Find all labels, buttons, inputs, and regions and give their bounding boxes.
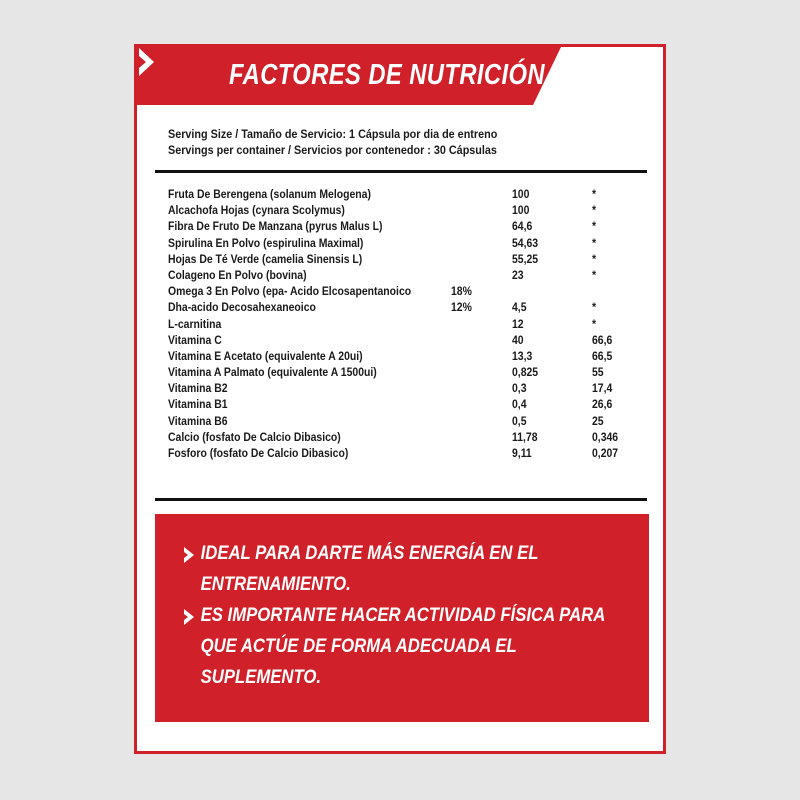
nutrient-name: Vitamina E Acetato (equivalente A 20ui)	[168, 349, 363, 363]
nutrient-row	[168, 365, 638, 381]
note-item	[183, 600, 683, 693]
note-item	[183, 538, 683, 600]
serving-size: Serving Size / Tamaño de Servicio: 1 Cápsula por dia de entreno	[168, 127, 498, 141]
nutrient-daily-value: 66,5	[592, 349, 613, 363]
serving-info	[168, 126, 534, 158]
nutrient-amount: 4,5	[512, 301, 527, 315]
label-title: FACTORES DE NUTRICIÓN	[229, 59, 546, 91]
nutrient-amount: 23	[512, 268, 524, 282]
nutrient-percent: 18%	[451, 285, 472, 299]
nutrient-daily-value: *	[592, 220, 597, 234]
nutrient-percent: 12%	[451, 301, 472, 315]
nutrient-name: Fruta De Berengena (solanum Melogena)	[168, 188, 371, 201]
nutrient-name: Calcio (fosfato De Calcio Dibasico)	[168, 430, 341, 444]
nutrient-amount: 0,4	[512, 398, 527, 412]
nutrient-daily-value: *	[592, 236, 597, 250]
nutrient-row	[168, 430, 638, 446]
nutrient-name: Fibra De Fruto De Manzana (pyrus Malus L)	[168, 220, 383, 234]
nutrient-row	[168, 333, 638, 349]
nutrient-daily-value: *	[592, 301, 597, 315]
nutrient-daily-value: 0,207	[592, 447, 619, 460]
divider-top	[155, 170, 647, 173]
nutrient-row	[168, 268, 638, 284]
nutrient-amount: 11,78	[512, 430, 538, 444]
nutrient-daily-value: 0,346	[592, 430, 619, 444]
nutrient-name: Fosforo (fosfato De Calcio Dibasico)	[168, 447, 349, 460]
nutrient-daily-value: *	[592, 188, 597, 201]
nutrient-row	[168, 284, 638, 300]
nutrient-name: Dha-acido Decosahexaneoico	[168, 301, 316, 315]
nutrient-row	[168, 203, 638, 219]
nutrient-daily-value: 66,6	[592, 333, 613, 347]
nutrient-row	[168, 252, 638, 268]
nutrient-daily-value: 55	[592, 366, 604, 380]
nutrient-amount: 12	[512, 317, 524, 331]
nutrient-row	[168, 219, 638, 235]
nutrient-row	[168, 317, 638, 333]
play-arrow-icon	[137, 47, 155, 77]
nutrient-amount: 0,3	[512, 382, 527, 396]
nutrient-row	[168, 414, 638, 430]
nutrient-table	[168, 187, 638, 462]
nutrient-amount: 64,6	[512, 220, 533, 234]
note-text: IDEAL PARA DARTE MÁS ENERGÍA EN EL ENTRENAMIENTO.	[200, 543, 539, 595]
nutrient-name: Alcachofa Hojas (cynara Scolymus)	[168, 204, 345, 218]
nutrient-daily-value: *	[592, 252, 597, 266]
nutrition-label	[134, 44, 666, 754]
nutrient-amount: 40	[512, 333, 524, 347]
nutrient-name: Vitamina B2	[168, 382, 228, 396]
nutrient-row	[168, 397, 638, 413]
note-text: ES IMPORTANTE HACER ACTIVIDAD FÍSICA PARA QUE ACTÚE DE FORMA ADECUADA EL SUPLEMENTO.	[200, 605, 605, 688]
nutrient-daily-value: *	[592, 317, 597, 331]
nutrient-row	[168, 381, 638, 397]
nutrient-name: Omega 3 En Polvo (epa- Acido Elcosapentanoico	[168, 285, 412, 299]
nutrient-name: Colageno En Polvo (bovina)	[168, 268, 307, 282]
nutrient-name: Vitamina C	[168, 333, 222, 347]
nutrient-name: Spirulina En Polvo (espirulina Maximal)	[168, 236, 364, 250]
nutrient-name: Vitamina B6	[168, 414, 228, 428]
nutrient-row	[168, 236, 638, 252]
nutrient-amount: 55,25	[512, 252, 539, 266]
nutrient-name: Vitamina B1	[168, 398, 228, 412]
nutrient-daily-value: 25	[592, 414, 604, 428]
nutrient-amount: 0,5	[512, 414, 527, 428]
nutrient-amount: 9,11	[512, 447, 532, 460]
servings-per-container: Servings per container / Servicios por contenedor : 30 Cápsulas	[168, 143, 497, 157]
nutrient-amount: 54,63	[512, 236, 539, 250]
nutrient-amount: 13,3	[512, 349, 533, 363]
nutrient-amount: 0,825	[512, 366, 539, 380]
nutrient-row	[168, 349, 638, 365]
nutrient-row	[168, 300, 638, 316]
nutrient-daily-value: *	[592, 204, 597, 218]
label-header	[137, 47, 663, 105]
nutrient-daily-value: 26,6	[592, 398, 613, 412]
nutrient-row	[168, 187, 638, 203]
nutrient-amount: 100	[512, 204, 530, 218]
nutrient-name: L-carnitina	[168, 317, 222, 331]
nutrient-daily-value: 17,4	[592, 382, 613, 396]
nutrient-name: Vitamina A Palmato (equivalente A 1500ui)	[168, 366, 377, 380]
notes-box	[155, 514, 649, 722]
nutrient-row	[168, 446, 638, 462]
divider-bottom	[155, 498, 647, 501]
nutrient-amount: 100	[512, 188, 530, 201]
nutrient-name: Hojas De Té Verde (camelia Sinensis L)	[168, 252, 363, 266]
nutrient-daily-value: *	[592, 268, 597, 282]
